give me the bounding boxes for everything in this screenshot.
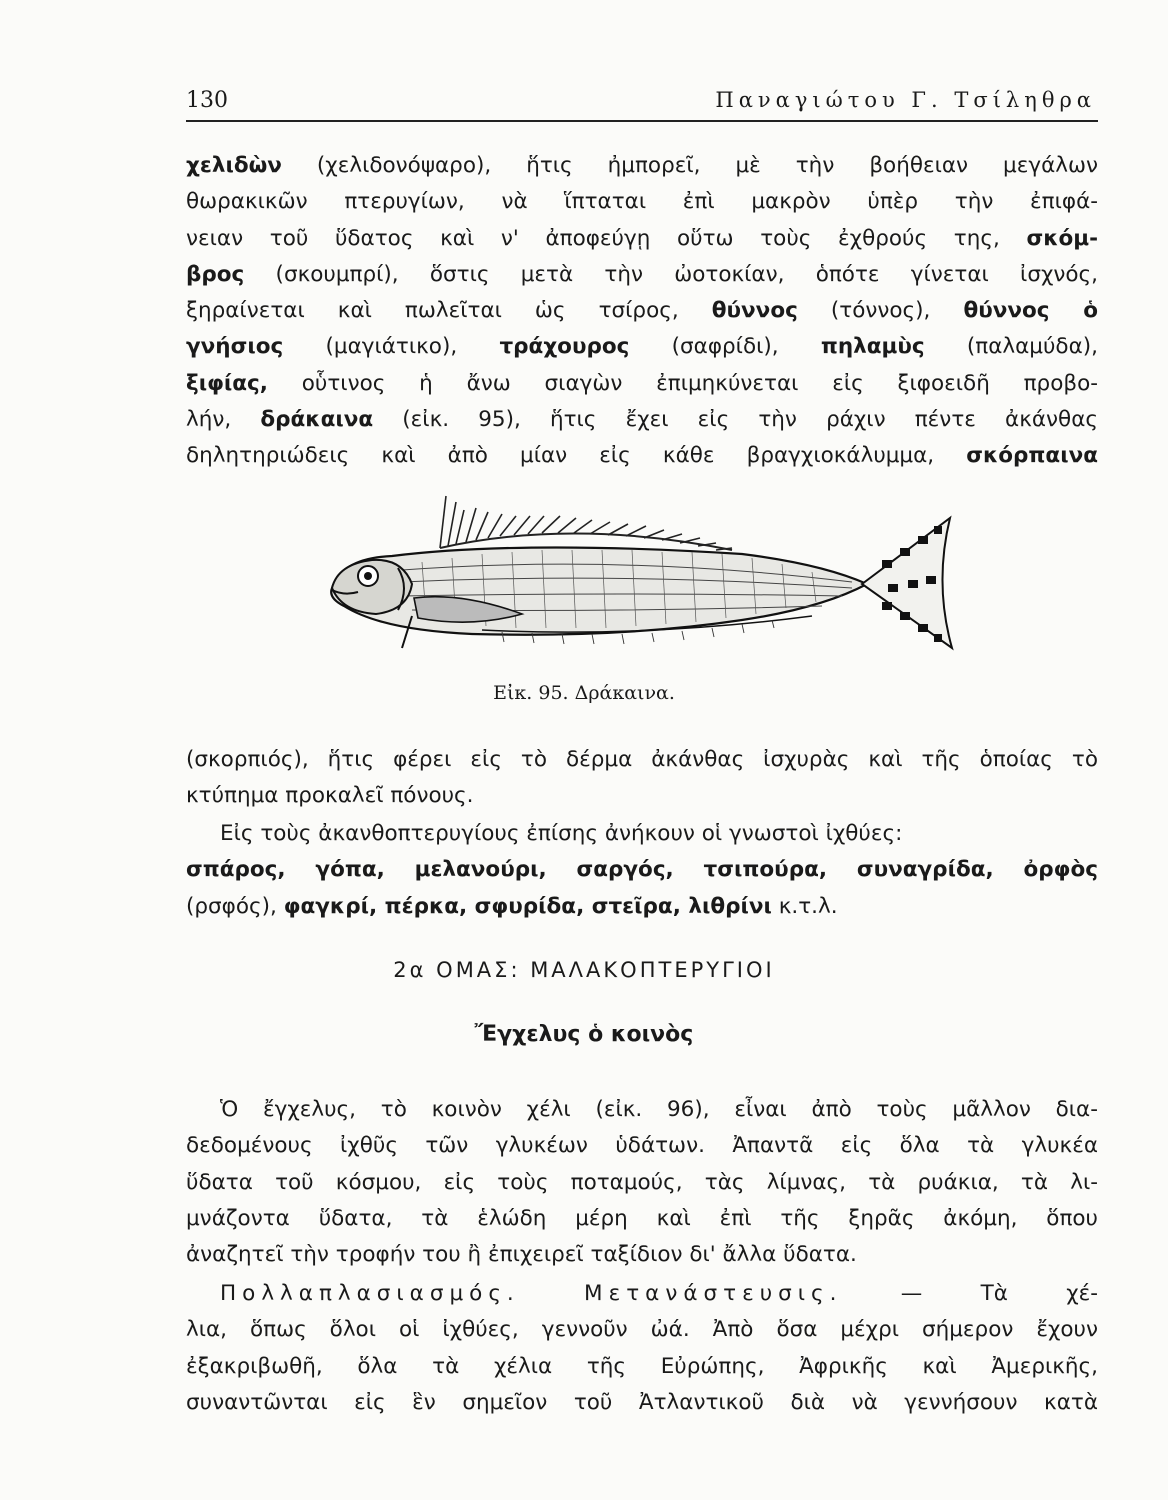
text-line: ξιφίας, οὗτινος ἡ ἄνω σιαγὼν ἐπιμηκύνεται εἰς ξιφοειδῆ προβο-	[186, 370, 1098, 396]
section-heading: 2α ΟΜΑΣ: ΜΑΛΑΚΟΠΤΕΡΥΓΙΟΙ	[393, 958, 775, 982]
text-line: συναντῶνται εἰς ἓν σημεῖον τοῦ Ἀτλαντικοῦ διὰ νὰ γεννήσουν κατὰ	[186, 1389, 1098, 1415]
section-subheading: Ἔγχελυς ὁ κοινὸς	[474, 1022, 694, 1047]
text-line: ἐξακριβωθῆ, ὅλα τὰ χέλια τῆς Εὐρώπης, Ἀφρικῆς καὶ Ἀμερικῆς,	[186, 1353, 1098, 1379]
text-line: νειαν τοῦ ὕδατος καὶ ν' ἀποφεύγῃ οὕτω τοὺς ἐχθρούς της, σκόμ-	[186, 225, 1098, 251]
paragraph-scorpion-fish	[186, 742, 1098, 815]
text-line: χελιδὼν (χελιδονόψαρο), ἥτις ἠμπορεῖ, μὲ τὴν βοήθειαν μεγάλων	[186, 153, 1098, 178]
page-number: 130	[186, 88, 228, 113]
text-line: δηλητηριώδεις καὶ ἀπὸ μίαν εἰς κάθε βραγχιοκάλυμμα, σκόρπαινα	[186, 443, 1098, 469]
text-line: μνάζοντα ὕδατα, τὰ ἑλώδη μέρη καὶ ἐπὶ τῆς ξηρᾶς ἀκόμη, ὅπου	[186, 1205, 1098, 1231]
text-line: κτύπημα προκαλεῖ πόνους.	[186, 783, 474, 809]
paragraph-eel	[186, 1092, 1098, 1273]
text-line: (ρσφός), φαγκρί, πέρκα, σφυρίδα, στεῖρα, λιθρίνι κ.τ.λ.	[186, 893, 838, 919]
running-title: Παναγιώτου Γ. Τσίληθρα	[715, 88, 1096, 112]
text-line: ἀναζητεῖ τὴν τροφήν του ἢ ἐπιχειρεῖ ταξίδιον δι' ἄλλα ὕδατα.	[186, 1242, 857, 1268]
page-header	[186, 82, 1098, 122]
paragraph-fish-list	[186, 148, 1098, 475]
text-line: (σκορπιός), ἥτις φέρει εἰς τὸ δέρμα ἀκάνθας ἰσχυρὰς καὶ τῆς ὁποίας τὸ	[186, 747, 1098, 772]
text-line: Πολλαπλασιασμός. Μετανάστευσις. — Τὰ χέ-	[220, 1281, 1098, 1306]
weever-fish-illustration-icon	[322, 488, 962, 658]
text-line: σπάρος, γόπα, μελανούρι, σαργός, τσιπούρα, συναγρίδα, ὀρφὸς	[186, 857, 1098, 883]
paragraph-reproduction	[186, 1276, 1098, 1421]
text-line: Εἰς τοὺς ἀκανθοπτερυγίους ἐπίσης ἀνήκουν οἱ γνωστοὶ ἰχθύες:	[220, 821, 903, 846]
text-line: βρος (σκουμπρί), ὅστις μετὰ τὴν ὠοτοκίαν, ὁπότε γίνεται ἰσχνός,	[186, 261, 1098, 287]
text-line: γνήσιος (μαγιάτικο), τράχουρος (σαφρίδι), πηλαμὺς (παλαμύδα),	[186, 334, 1098, 360]
paragraph-spiny-fishes	[186, 816, 1098, 925]
text-line: δεδομένους ἰχθῦς τῶν γλυκέων ὑδάτων. Ἀπαντᾶ εἰς ὅλα τὰ γλυκέα	[186, 1133, 1098, 1159]
figure-caption: Εἰκ. 95. Δράκαινα.	[493, 682, 675, 704]
text-line: Ὁ ἔγχελυς, τὸ κοινὸν χέλι (εἰκ. 96), εἶναι ἀπὸ τοὺς μᾶλλον δια-	[220, 1097, 1098, 1122]
fish-figure	[322, 488, 962, 658]
text-line: θωρακικῶν πτερυγίων, νὰ ἵπταται ἐπὶ μακρὸν ὑπὲρ τὴν ἐπιφά-	[186, 189, 1098, 215]
text-line: ὕδατα τοῦ κόσμου, εἰς τοὺς ποταμούς, τὰς λίμνας, τὰ ρυάκια, τὰ λι-	[186, 1169, 1098, 1195]
text-line: λια, ὅπως ὅλοι οἱ ἰχθύες, γεννοῦν ὠά. Ἀπὸ ὅσα μέχρι σήμερον ἔχουν	[186, 1317, 1098, 1343]
text-line: ξηραίνεται καὶ πωλεῖται ὡς τσίρος, θύννος (τόννος), θύννος ὁ	[186, 298, 1098, 324]
text-line: λήν, δράκαινα (εἰκ. 95), ἥτις ἔχει εἰς τὴν ράχιν πέντε ἀκάνθας	[186, 407, 1099, 433]
